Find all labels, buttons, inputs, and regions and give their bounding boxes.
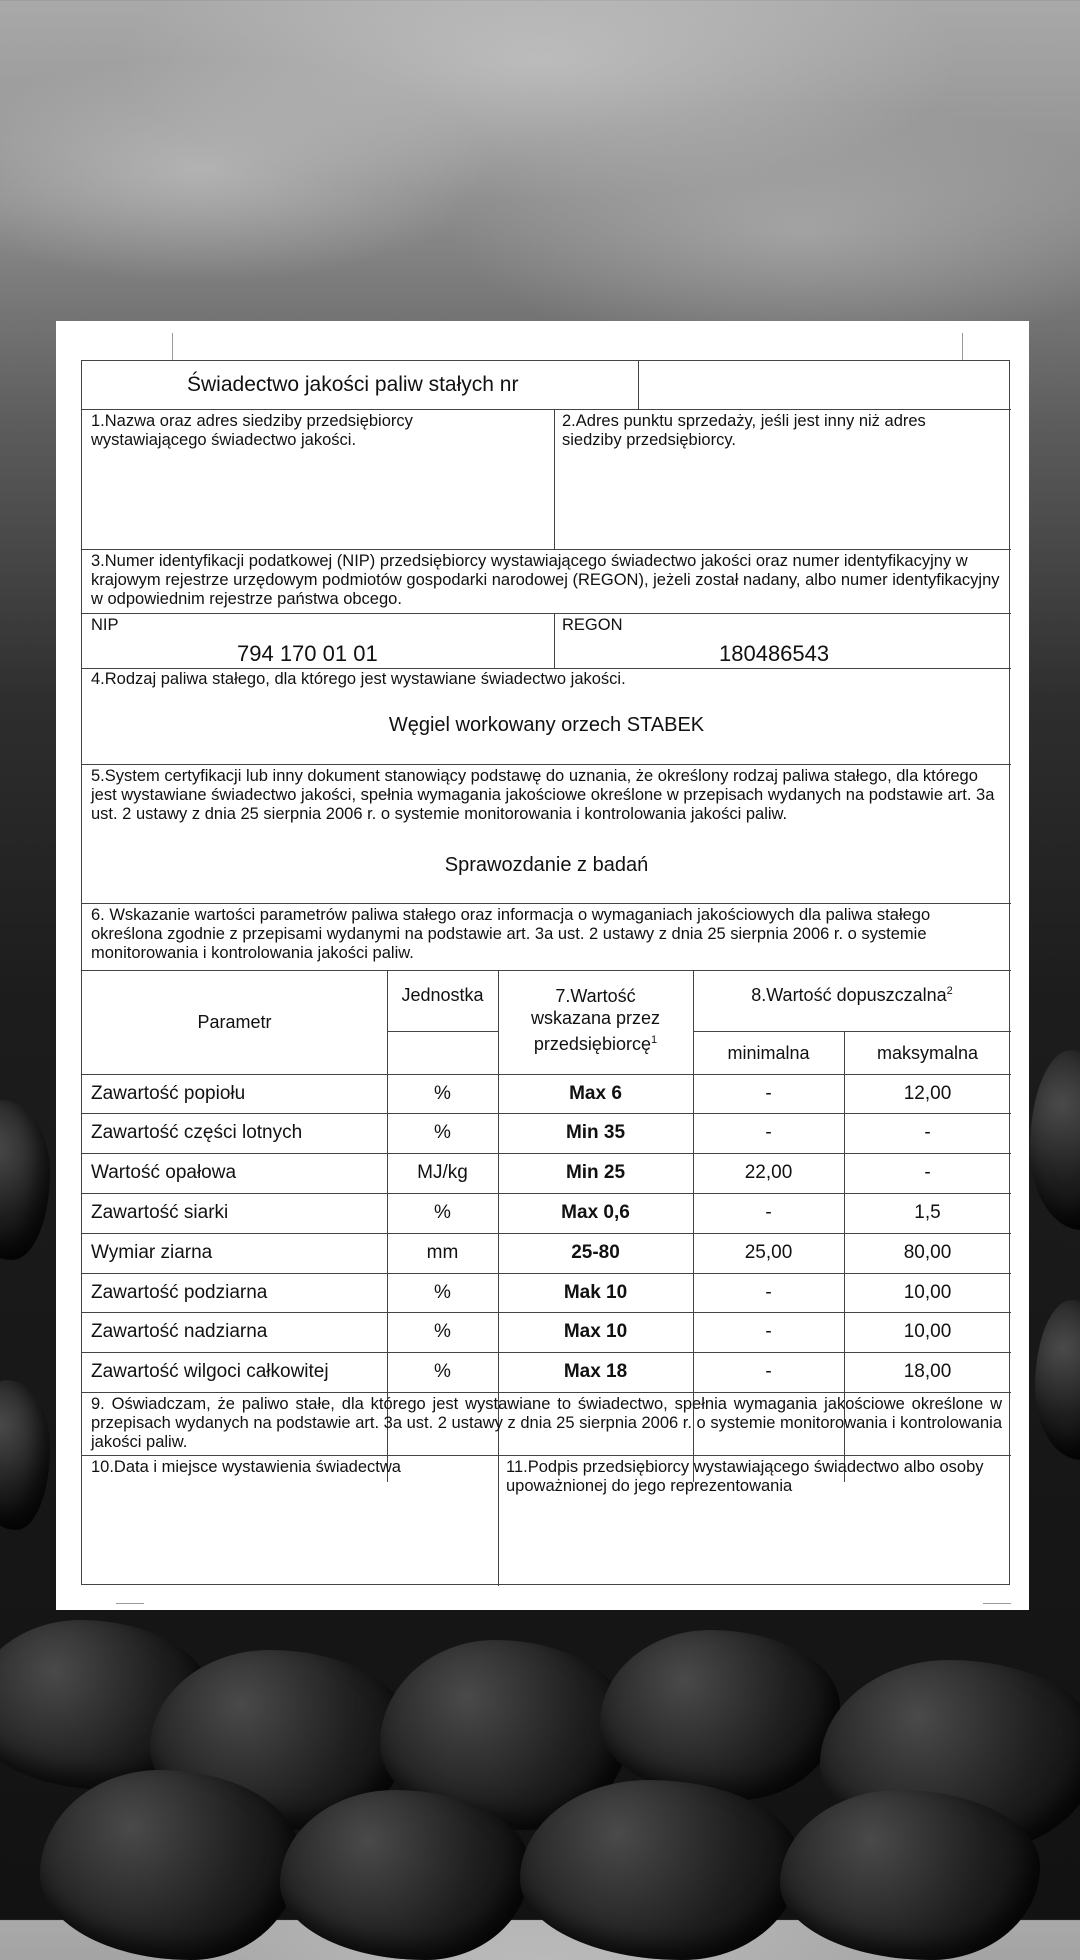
value-cell: Mak 10 xyxy=(563,1282,628,1303)
table-row xyxy=(82,1233,1011,1272)
min-cell: - xyxy=(765,1202,772,1223)
field-10-label: 10.Data i miejsce wystawienia świadectwa xyxy=(91,1458,401,1476)
max-cell: 10,00 xyxy=(903,1321,952,1342)
nip-value: 794 170 01 01 xyxy=(237,641,378,666)
min-cell: 25,00 xyxy=(744,1242,793,1263)
col-value-header xyxy=(498,985,693,1055)
param-cell: Zawartość wilgoci całkowitej xyxy=(91,1361,329,1382)
crop-mark xyxy=(983,1603,1011,1610)
crop-mark xyxy=(962,333,991,361)
unit-cell: % xyxy=(434,1083,451,1104)
max-cell: 12,00 xyxy=(903,1083,952,1104)
report-title: Sprawozdanie z badań xyxy=(444,854,649,876)
field-3-label: 3.Numer identyfikacji podatkowej (NIP) przedsiębiorcy wystawiającego świadectwo jakości oraz numer identyfikacyjny w krajowym rejestrze urzędowym podmiotów gospodarki narodowej (REGON), jeżeli został nadany, albo numer identyfikacyjny w odpowiednim rejestrze państwa obcego. xyxy=(91,552,1000,608)
footnote-2: 2 xyxy=(946,985,953,997)
field-11-label: 11.Podpis przedsiębiorcy wystawiającego świadectwo albo osoby upoważnionej do jego reprezentowania xyxy=(506,1458,984,1495)
max-cell: 1,5 xyxy=(914,1202,941,1223)
regon-label: REGON xyxy=(562,616,623,634)
certificate-title: Świadectwo jakości paliw stałych nr xyxy=(187,373,519,396)
footnote-1: 1 xyxy=(650,1034,658,1046)
max-cell: - xyxy=(924,1122,931,1143)
value-cell: Max 18 xyxy=(563,1361,628,1382)
unit-cell: % xyxy=(434,1202,451,1223)
table-row xyxy=(82,1273,1011,1312)
param-cell: Zawartość nadziarna xyxy=(91,1321,268,1342)
table-row xyxy=(82,1074,1011,1113)
min-cell: - xyxy=(765,1282,772,1303)
unit-cell: MJ/kg xyxy=(417,1162,468,1183)
field-4-label: 4.Rodzaj paliwa stałego, dla którego jest wystawiane świadectwo jakości. xyxy=(91,670,626,688)
unit-cell: % xyxy=(434,1361,451,1382)
table-row xyxy=(82,1153,1011,1192)
certificate-sheet xyxy=(56,321,1029,1610)
value-cell: 25-80 xyxy=(571,1242,620,1263)
value-cell: Min 35 xyxy=(565,1122,626,1143)
col-value-header-line3: przedsiębiorcę$^1$ xyxy=(533,1034,658,1054)
field-9-declaration: 9. Oświadczam, że paliwo stałe, dla którego jest wystawiane to świadectwo, spełnia wymagania jakościowe określone w przepisach wydanych na podstawie art. 3a ust. 2 ustawy z dnia 25 sierpnia 2006 r. o systemie monitorowania i kontrolowania jakości paliw. xyxy=(91,1395,1002,1451)
table-row xyxy=(82,1113,1011,1152)
col-min-header: minimalna xyxy=(727,1043,810,1063)
crop-mark xyxy=(116,1603,144,1610)
min-cell: 22,00 xyxy=(744,1162,793,1183)
unit-cell: % xyxy=(434,1122,451,1143)
col-max-header: maksymalna xyxy=(876,1043,979,1063)
table-row xyxy=(82,1352,1011,1391)
value-cell: Min 25 xyxy=(565,1162,626,1183)
table-row xyxy=(82,1312,1011,1351)
param-cell: Zawartość części lotnych xyxy=(91,1122,303,1143)
unit-cell: % xyxy=(434,1282,451,1303)
min-cell: - xyxy=(765,1122,772,1143)
param-cell: Wartość opałowa xyxy=(91,1162,237,1183)
fuel-type: Węgiel workowany orzech STABEK xyxy=(388,714,705,736)
min-cell: - xyxy=(765,1321,772,1342)
crop-mark xyxy=(144,333,173,361)
min-cell: - xyxy=(765,1361,772,1382)
unit-cell: % xyxy=(434,1321,451,1342)
field-6-label: 6. Wskazanie wartości parametrów paliwa stałego oraz informacja o wymaganiach jakościowych dla paliwa stałego określona zgodnie z przepisami wydanymi na podstawie art. 3a ust. 2 ustawy z dnia 25 sierpnia 2006 r. o systemie monitorowania i kontrolowania jakości paliw. xyxy=(91,906,931,962)
max-cell: 10,00 xyxy=(903,1282,952,1303)
min-cell: - xyxy=(765,1083,772,1104)
col-param-header: Parametr xyxy=(197,1012,272,1032)
value-cell: Max 6 xyxy=(569,1083,622,1104)
certificate-form xyxy=(81,360,1010,1585)
param-cell: Wymiar ziarna xyxy=(91,1242,213,1263)
col-value-header-line1: 7.Wartość xyxy=(555,986,636,1006)
field-5-label: 5.System certyfikacji lub inny dokument stanowiący podstawę do uznania, że określony rodzaj paliwa stałego, dla którego jest wystawiane świadectwo jakości, spełnia wymagania jakościowe określone w przepisach wydanych na podstawie art. 3a ust. 2 ustawy z dnia 25 sierpnia 2006 r. o systemie monitorowania i kontrolowania jakości paliw. xyxy=(91,767,995,823)
unit-cell: mm xyxy=(426,1242,459,1263)
field-1-label: 1.Nazwa oraz adres siedziby przedsiębiorcy wystawiającego świadectwo jakości. xyxy=(91,412,413,449)
field-2-label: 2.Adres punktu sprzedaży, jeśli jest inny niż adres siedziby przedsiębiorcy. xyxy=(562,412,926,449)
regon-value: 180486543 xyxy=(719,641,830,666)
value-cell: Max 0,6 xyxy=(561,1202,630,1223)
nip-label: NIP xyxy=(91,616,119,634)
max-cell: 18,00 xyxy=(903,1361,952,1382)
param-cell: Zawartość popiołu xyxy=(91,1083,246,1104)
col-allowed-header: 8.Wartość dopuszczalna$^2$ xyxy=(751,985,953,1005)
max-cell: - xyxy=(924,1162,931,1183)
param-cell: Zawartość siarki xyxy=(91,1202,229,1223)
table-row xyxy=(82,1193,1011,1232)
value-cell: Max 10 xyxy=(563,1321,628,1342)
param-cell: Zawartość podziarna xyxy=(91,1282,268,1303)
col-value-header-line2: wskazana przez xyxy=(530,1008,661,1028)
col-unit-header: Jednostka xyxy=(401,985,484,1005)
max-cell: 80,00 xyxy=(903,1242,952,1263)
